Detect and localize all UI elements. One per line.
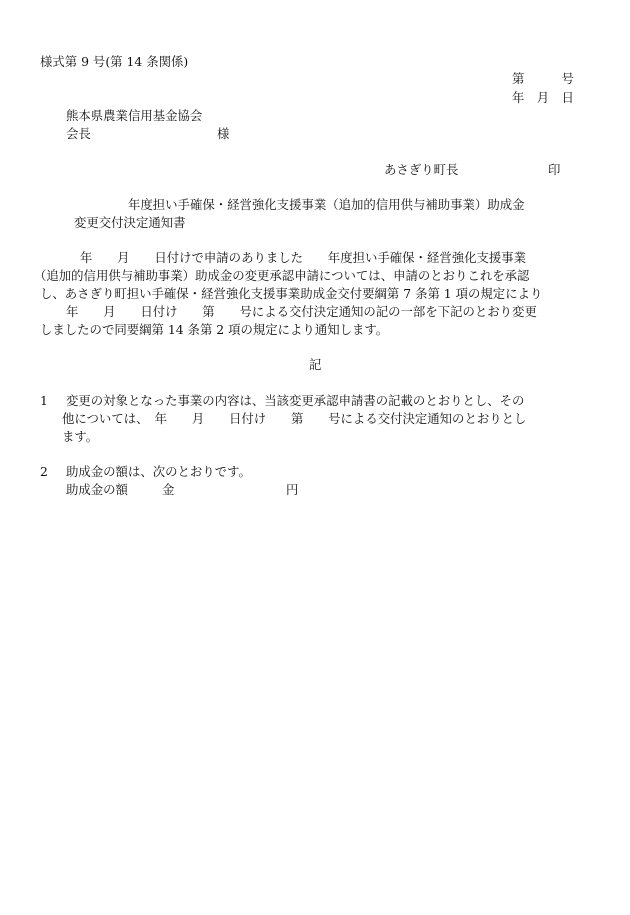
body-line-3: し、あさぎり町担い手確保・経営強化支援事業助成金交付要綱第 7 条第 1 項の規定により — [40, 286, 543, 301]
item-1-number: 1 — [40, 393, 48, 408]
recipient-organization: 熊本県農業信用基金協会 — [66, 108, 203, 123]
document-title-line-2: 変更交付決定通知書 — [74, 215, 186, 230]
body-line-2: （追加的信用供与補助事業）助成金の変更承認申請については、申請のとおりこれを承認 — [34, 268, 530, 283]
body-line-1: 年 月 日付けで申請のありました 年度担い手確保・経営強化支援事業 — [80, 250, 527, 265]
recipient-title: 会長 — [66, 126, 91, 141]
document-date: 年 月 日 — [512, 90, 574, 105]
item-1-line-1: 変更の対象となった事業の内容は、当該変更承認申請書の記載のとおりとし、その — [66, 393, 525, 408]
body-line-5: しましたので同要綱第 14 条第 2 項の規定により通知します。 — [40, 322, 389, 337]
grant-amount-prefix: 金 — [162, 482, 175, 497]
document-title-line-1: 年度担い手確保・経営強化支援事業（追加的信用供与補助事業）助成金 — [128, 197, 525, 212]
ki-heading: 記 — [309, 357, 322, 372]
item-1-line-2: 他については、 年 月 日付け 第 号による交付決定通知のとおりとし — [62, 411, 527, 426]
form-number: 様式第 9 号(第 14 条関係) — [40, 54, 189, 69]
grant-amount-unit: 円 — [286, 482, 299, 497]
sender-name: あさぎり町長 — [384, 162, 459, 177]
item-2-number: 2 — [40, 464, 48, 479]
item-2-line-1: 助成金の額は、次のとおりです。 — [66, 464, 251, 479]
item-1-line-3: ます。 — [62, 429, 99, 444]
body-line-4: 年 月 日付け 第 号による交付決定通知の記の一部を下記のとおり変更 — [66, 304, 537, 319]
seal-mark: 印 — [548, 162, 561, 177]
grant-amount-label: 助成金の額 — [66, 482, 128, 497]
document-number: 第 号 — [512, 71, 574, 86]
recipient-honorific: 様 — [217, 126, 230, 141]
